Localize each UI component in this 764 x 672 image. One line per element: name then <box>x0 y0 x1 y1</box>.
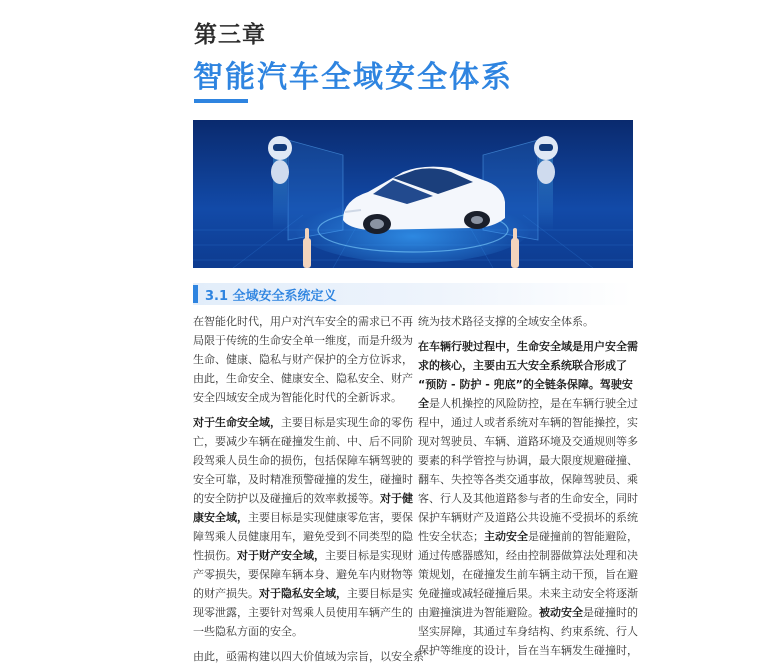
text-run: 障驾乘人员健康用车，避免受到不同类型的隐 <box>193 530 413 543</box>
text-line <box>418 451 636 470</box>
text-run: 保护车辆财产及道路公共设施不受损坏的系统 <box>418 511 638 524</box>
text-run: 主要目标是实现健康零危害，要保 <box>248 511 413 524</box>
text-line <box>193 413 411 432</box>
text-run: 策规划，在碰撞发生前车辆主动干预，旨在避 <box>418 568 638 581</box>
text-line <box>193 470 411 489</box>
text-line: 由此，生命安全、健康安全、隐私安全、财产 <box>193 372 413 385</box>
text-line <box>418 375 636 394</box>
section-marker <box>193 285 198 303</box>
text-line <box>418 622 636 641</box>
left-column <box>193 312 424 672</box>
text-line <box>193 546 411 565</box>
text-line <box>418 584 636 603</box>
bold-text: 对于健 <box>380 492 413 505</box>
text-line <box>418 641 636 660</box>
text-run: 一些隐私方面的安全。 <box>193 625 303 638</box>
text-run: 是人机操控的风险防控，是在车辆行驶全过 <box>429 397 638 410</box>
bold-text: 康安全域， <box>193 511 248 524</box>
paragraph-four-domains <box>193 413 411 641</box>
text-line <box>418 470 636 489</box>
text-line: 安全四域安全成为智能化时代的全新诉求。 <box>193 391 402 404</box>
section-heading <box>193 283 633 305</box>
paragraph-life-safety <box>418 337 636 660</box>
bold-text: “预防 - 防护 - 兜底”的全链条保障。 <box>418 378 600 391</box>
text-line <box>418 413 636 432</box>
right-column <box>418 312 636 666</box>
text-line: 统为技术路径支撑的全域安全体系。 <box>418 315 594 328</box>
text-run: 段驾乘人员生命的损伤，包括保障车辆驾驶的 <box>193 454 413 467</box>
page-title: 智能汽车全域安全体系 <box>193 60 513 95</box>
text-line: 生命、健康、隐私与财产保护的全方位诉求， <box>193 353 413 366</box>
hero-svg <box>193 120 633 268</box>
bold-text: 在车辆行驶过程中，生命安全域是用户安全需 <box>418 340 638 353</box>
text-run: 现对驾驶员、车辆、道路环境及交通规则等多 <box>418 435 638 448</box>
text-line <box>418 603 636 622</box>
text-line <box>193 489 411 508</box>
bold-text: 对于财产安全域， <box>237 549 325 562</box>
text-run: 坚实屏障，其通过车身结构、约束系统、行人 <box>418 625 638 638</box>
hero-illustration <box>193 120 633 268</box>
text-run: 的安全防护以及碰撞后的效率救援等。 <box>193 492 380 505</box>
chapter-label: 第三章 <box>194 22 266 48</box>
paragraph-conclusion <box>193 647 424 666</box>
text-line: 在智能化时代，用户对汽车安全的需求已不再 <box>193 315 413 328</box>
text-run: 是碰撞前的智能避险， <box>528 530 638 543</box>
bold-text: 对于隐私安全域， <box>259 587 347 600</box>
text-line <box>418 508 636 527</box>
title-underline <box>194 99 248 103</box>
text-line <box>418 546 636 565</box>
paragraph-continued <box>418 312 636 331</box>
text-line <box>193 584 411 603</box>
text-line <box>418 356 636 375</box>
bold-text: 求的核心，主要由五大安全系统联合形成了 <box>418 359 627 372</box>
text-line <box>418 527 636 546</box>
bold-text: 主动安全 <box>484 530 528 543</box>
text-line: 局限于传统的生命安全单一维度，而是升级为 <box>193 334 413 347</box>
text-run: 性安全状态； <box>418 530 484 543</box>
text-run: 安全可靠，及时精准预警碰撞的发生，碰撞时 <box>193 473 413 486</box>
text-run: 的财产损失。 <box>193 587 259 600</box>
text-run: 翻车、失控等各类交通事故，保障驾驶员、乘 <box>418 473 638 486</box>
text-line <box>193 603 411 622</box>
text-run: 要素的科学管控与协调，最大限度规避碰撞、 <box>418 454 638 467</box>
text-line <box>193 432 411 451</box>
bold-text: 被动安全 <box>539 606 583 619</box>
text-line <box>193 527 411 546</box>
bold-text: 全 <box>418 397 429 410</box>
text-line <box>193 451 411 470</box>
text-line <box>418 489 636 508</box>
section-title: 3.1 全域安全系统定义 <box>205 289 337 304</box>
text-line <box>418 565 636 584</box>
text-run: 客、行人及其他道路参与者的生命安全，同时 <box>418 492 638 505</box>
paragraph-intro <box>193 312 411 407</box>
text-run: 程中，通过人或者系统对车辆的智能操控，实 <box>418 416 638 429</box>
text-run: 通过传感器感知，经由控制器做算法处理和决 <box>418 549 638 562</box>
text-line <box>418 394 636 413</box>
text-line <box>193 508 411 527</box>
bold-text: 驾驶安 <box>599 378 633 391</box>
text-run: 主要目标是实 <box>347 587 413 600</box>
text-run: 主要目标是实现生命的零伤 <box>281 416 413 429</box>
text-run: 亡，要减少车辆在碰撞发生前、中、后不同阶 <box>193 435 413 448</box>
bold-text: 对于生命安全域， <box>193 416 281 429</box>
text-line <box>418 432 636 451</box>
text-run: 是碰撞时的 <box>583 606 638 619</box>
text-run: 由避撞演进为智能避险。 <box>418 606 539 619</box>
text-line <box>418 337 636 356</box>
text-run: 保护等维度的设计，旨在当车辆发生碰撞时， <box>418 644 638 657</box>
text-run: 性损伤。 <box>193 549 237 562</box>
text-line: 由此，亟需构建以四大价值域为宗旨，以安全系 <box>193 650 424 663</box>
text-run: 现零泄露，主要针对驾乘人员使用车辆产生的 <box>193 606 413 619</box>
text-run: 免碰撞或减轻碰撞后果。未来主动安全将逐渐 <box>418 587 638 600</box>
text-run: 主要目标是实现财 <box>325 549 413 562</box>
text-line <box>193 622 411 641</box>
text-run: 产零损失，要保障车辆本身、避免车内财物等 <box>193 568 413 581</box>
text-line <box>193 565 411 584</box>
